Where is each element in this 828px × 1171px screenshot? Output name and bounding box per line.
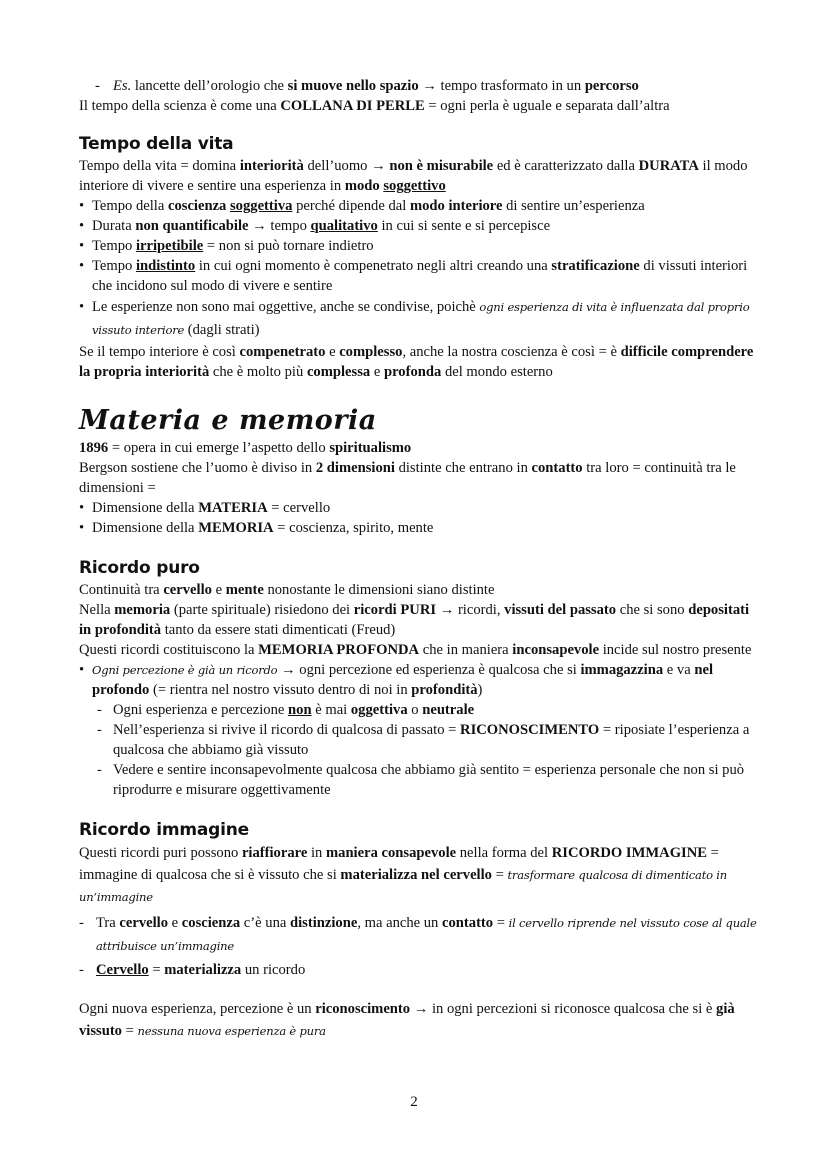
text: RICORDO IMMAGINE	[551, 845, 708, 861]
text: e	[211, 582, 226, 598]
text: lancette dell’orologio che	[131, 78, 288, 94]
text: di vissuti interiori che incidono sul modo di vivere e sentire	[92, 258, 748, 294]
text: e va	[663, 662, 695, 678]
paragraph	[79, 998, 759, 1042]
dash-marker: -	[95, 78, 100, 94]
text: RICONOSCIMENTO	[460, 722, 600, 738]
list-item	[79, 700, 759, 720]
section-title-tempo-vita: Tempo della vita	[79, 134, 234, 154]
text: nonostante le dimensioni siano distinte	[263, 582, 495, 598]
text: complesso	[339, 344, 403, 360]
text: Tempo della	[92, 198, 168, 214]
text: mente	[225, 582, 264, 598]
paragraph	[79, 156, 759, 196]
text: o	[407, 702, 423, 718]
text: cervello	[163, 582, 212, 598]
list-item	[79, 912, 759, 958]
text: =	[493, 915, 509, 931]
text: distinte che entrano in	[394, 460, 532, 476]
text: 1896	[79, 440, 109, 456]
text: = riposiate l’esperienza a qualcosa che abbiamo già vissuto	[113, 722, 750, 758]
text: tra loro = continuità tra le dimensioni =	[79, 460, 736, 496]
list-item	[79, 256, 759, 296]
list-item	[79, 960, 759, 980]
paragraph	[79, 438, 759, 458]
text: = ogni perla è uguale e separata dall’altra	[424, 98, 670, 114]
text: e	[168, 915, 182, 931]
text: =	[491, 867, 508, 883]
bullet-marker: •	[79, 662, 85, 678]
handwritten-note: il cervello riprende nel vissuto cose al quale attribuisce un’immagine	[96, 916, 757, 953]
list-item	[79, 196, 759, 216]
text: vissuti del passato	[504, 602, 617, 618]
text: irripetibile	[135, 238, 204, 254]
list-item	[79, 720, 759, 760]
text: → in ogni percezioni si riconosce qualcosa che si è	[410, 1001, 717, 1017]
text: riconoscimento	[315, 1001, 411, 1017]
text: → tempo	[248, 218, 311, 234]
text: Es.	[113, 78, 132, 94]
handwritten-note: ogni esperienza di vita è influenzata dal proprio vissuto interiore	[92, 300, 750, 337]
paragraph	[79, 458, 759, 498]
paragraph	[79, 640, 759, 660]
text: complessa	[306, 364, 371, 380]
text: c’è una	[240, 915, 290, 931]
text: contatto	[442, 915, 494, 931]
text: spiritualismo	[329, 440, 412, 456]
text: distinzione	[290, 915, 358, 931]
text: =	[121, 1023, 138, 1039]
text: Ogni esperienza e percezione	[113, 702, 289, 718]
text: (dagli strati)	[184, 322, 260, 338]
bullet-marker: •	[79, 299, 85, 315]
bullet-marker: •	[79, 238, 85, 254]
paragraph	[79, 600, 759, 640]
text: Le esperienze non sono mai oggettive, anche se condivise, poichè	[92, 299, 480, 315]
text: Vedere e sentire inconsapevolmente qualcosa che abbiamo già sentito = esperienza personale che non si può riprodurre e misurare oggettivamente	[113, 762, 745, 798]
text: materializza nel cervello	[340, 867, 492, 883]
dash-marker: -	[97, 722, 102, 738]
text: Dimensione della	[92, 520, 199, 536]
text: non	[288, 702, 312, 718]
text: (= rientra nel nostro vissuto dentro di noi in	[149, 682, 412, 698]
text: = opera in cui emerge l’aspetto dello	[108, 440, 330, 456]
bullet-marker: •	[79, 500, 85, 516]
text: → ricordi,	[436, 602, 505, 618]
text: in cui si sente e si percepisce	[377, 218, 551, 234]
text: Tempo	[92, 258, 136, 274]
paragraph	[79, 580, 759, 600]
text: modo interiore	[409, 198, 503, 214]
text: è mai	[311, 702, 351, 718]
text: dell’uomo →	[303, 158, 390, 174]
text: Nell’esperienza si rivive il ricordo di qualcosa di passato =	[113, 722, 461, 738]
list-item	[79, 236, 759, 256]
text: e	[370, 364, 384, 380]
handwritten-note: trasformare qualcosa di dimenticato in un’immagine	[79, 868, 727, 904]
text: oggettiva	[350, 702, 408, 718]
text: di sentire un’esperienza	[502, 198, 645, 214]
text: tanto da essere stati dimenticati (Freud)	[161, 622, 396, 638]
text: maniera consapevole	[325, 845, 457, 861]
text: e	[325, 344, 340, 360]
text: interiorità	[239, 158, 304, 174]
text: in cui ogni momento è compenetrato negli altri creando una	[195, 258, 552, 274]
text: depositati in profondità	[79, 602, 750, 638]
text: 2 dimensioni	[315, 460, 395, 476]
text: un ricordo	[241, 962, 306, 978]
text: Questi ricordi puri possono	[79, 845, 242, 861]
text: MEMORIA	[198, 520, 274, 536]
text: non quantificabile	[135, 218, 249, 234]
text: Nella	[79, 602, 115, 618]
text: non è misurabile	[389, 158, 494, 174]
text: coscienza	[167, 198, 227, 214]
intro-collana-line	[79, 96, 759, 116]
text: che in maniera	[419, 642, 513, 658]
text: compenetrato	[239, 344, 326, 360]
text: memoria	[114, 602, 171, 618]
text: materializza	[164, 962, 242, 978]
text: che è molto più	[209, 364, 307, 380]
text: Bergson sostiene che l’uomo è diviso in	[79, 460, 316, 476]
text: si muove nello spazio	[287, 78, 419, 94]
text: Questi ricordi costituiscono la	[79, 642, 259, 658]
text: Durata	[92, 218, 136, 234]
text: = immagine di qualcosa che si è vissuto che si	[79, 845, 719, 883]
text: ed è caratterizzato dalla	[493, 158, 639, 174]
text: qualitativo	[310, 218, 378, 234]
text: Tra	[96, 915, 120, 931]
text: modo	[344, 178, 380, 194]
dash-marker: -	[79, 962, 84, 978]
text: difficile comprendere la propria interiorità	[79, 344, 754, 380]
intro-example-line	[79, 76, 759, 96]
text: in	[307, 845, 326, 861]
list-item	[79, 518, 759, 538]
text: cervello	[119, 915, 169, 931]
text: percorso	[584, 78, 639, 94]
text: =	[148, 962, 165, 978]
paragraph	[79, 342, 759, 382]
section-title-ricordo-puro: Ricordo puro	[79, 558, 200, 578]
text: Tempo	[92, 238, 136, 254]
text: , ma anche un	[357, 915, 443, 931]
text: già vissuto	[79, 1001, 735, 1039]
handwritten-note: nessuna nuova esperienza è pura	[137, 1024, 326, 1038]
text: MEMORIA PROFONDA	[258, 642, 420, 658]
section-title-ricordo-immagine: Ricordo immagine	[79, 820, 249, 840]
text: che si sono	[616, 602, 689, 618]
text: Il tempo della scienza è come una	[79, 98, 281, 114]
text: profondità	[411, 682, 478, 698]
text: perché dipende dal	[292, 198, 410, 214]
text: (parte spirituale) risiedono dei	[170, 602, 354, 618]
list-item	[79, 660, 759, 700]
text: → ogni percezione ed esperienza è qualcosa che si	[277, 662, 581, 678]
text: MATERIA	[198, 500, 268, 516]
text: riaffiorare	[241, 845, 308, 861]
text: )	[477, 682, 483, 698]
text: il modo interiore di vivere e sentire una esperienza in	[79, 158, 748, 194]
text: → tempo trasformato in un	[418, 78, 585, 94]
bullet-marker: •	[79, 520, 85, 536]
text: Se il tempo interiore è così	[79, 344, 240, 360]
section-title-materia-memoria: Materia e memoria	[79, 405, 377, 436]
list-item	[79, 498, 759, 518]
text: Continuità tra	[79, 582, 164, 598]
paragraph	[79, 842, 759, 908]
text: COLLANA DI PERLE	[280, 98, 425, 114]
text: nella forma del	[456, 845, 552, 861]
bullet-marker: •	[79, 258, 85, 274]
text: stratificazione	[551, 258, 640, 274]
text: inconsapevole	[512, 642, 600, 658]
dash-marker: -	[97, 702, 102, 718]
dash-marker: -	[97, 762, 102, 778]
text: profonda	[383, 364, 442, 380]
text: Dimensione della	[92, 500, 199, 516]
text: = non si può tornare indietro	[203, 238, 374, 254]
text: Cervello	[96, 962, 149, 978]
text: contatto	[531, 460, 583, 476]
text: neutrale	[422, 702, 475, 718]
text: ricordi PURI	[353, 602, 437, 618]
text: incide sul nostro presente	[599, 642, 752, 658]
list-item	[79, 296, 759, 342]
page-number: 2	[410, 1094, 418, 1110]
handwritten-note: Ogni percezione è già un ricordo	[92, 663, 278, 677]
text: soggettiva	[230, 198, 293, 214]
bullet-marker: •	[79, 218, 85, 234]
dash-marker: -	[79, 915, 84, 931]
document-page	[79, 76, 759, 1042]
text: soggettivo	[383, 178, 446, 194]
text: = cervello	[267, 500, 331, 516]
text: Ogni nuova esperienza, percezione è un	[79, 1001, 316, 1017]
text: coscienza	[181, 915, 241, 931]
text: indistinto	[135, 258, 196, 274]
list-item	[79, 760, 759, 800]
text: immagazzina	[580, 662, 664, 678]
text: nel profondo	[92, 662, 714, 698]
text: , anche la nostra coscienza è così = è	[402, 344, 621, 360]
text: Tempo della vita = domina	[79, 158, 240, 174]
bullet-marker: •	[79, 198, 85, 214]
text: DURATA	[638, 158, 699, 174]
list-item	[79, 216, 759, 236]
text: = coscienza, spirito, mente	[273, 520, 434, 536]
text: del mondo esterno	[441, 364, 553, 380]
